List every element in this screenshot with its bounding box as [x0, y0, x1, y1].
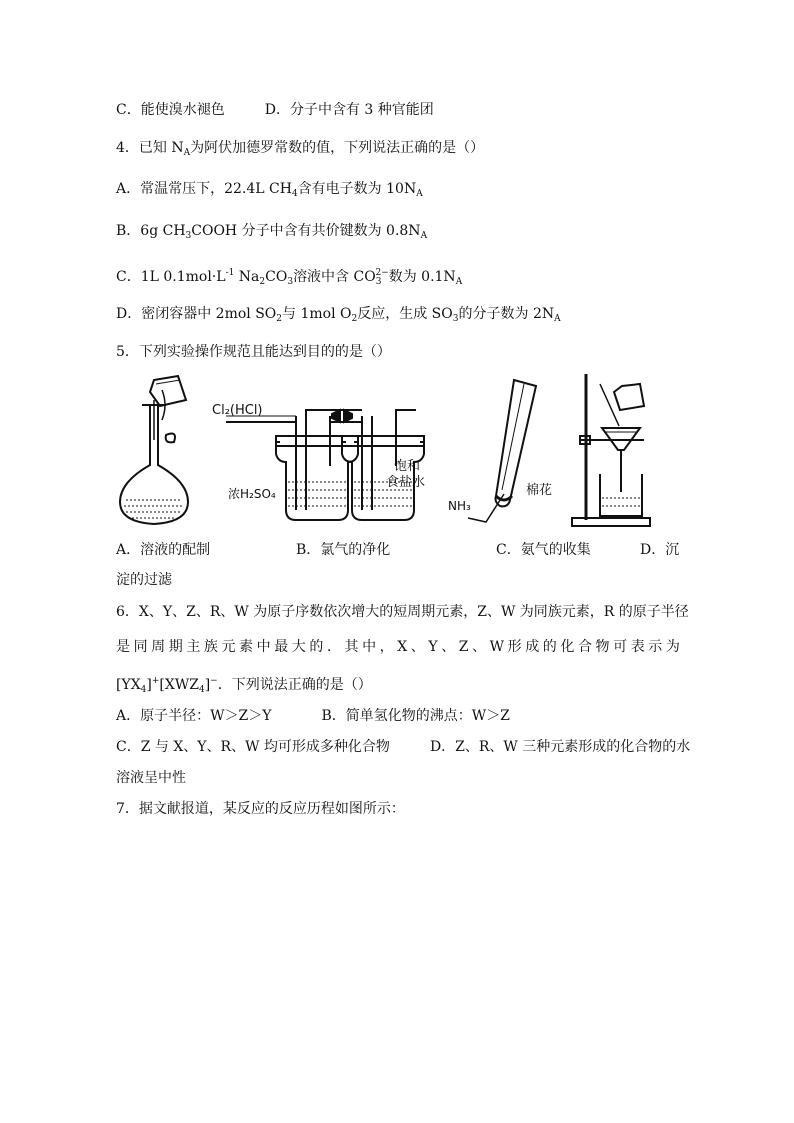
q4-option-d: D．密闭容器中 2mol $SO_2$与 1mol $O_2$反应，生成 $SO_3$的分子数为 $2N_A$: [116, 306, 561, 324]
q3-options-row: [116, 101, 434, 119]
q6-option-c: C．Z 与 X、Y、R、W 均可形成多种化合物: [116, 739, 390, 755]
q6-stem-line3: $[YX_4]^+[XWZ_4]^-$．下列说法正确的是（）: [116, 676, 372, 695]
gas-label: Cl₂(HCl): [212, 403, 263, 418]
q6-option-d-cont: 溶液呈中性: [116, 770, 186, 786]
volumetric-flask-icon: [120, 390, 188, 524]
pouring-beaker-icon-d: [600, 384, 644, 426]
pouring-beaker-icon: [150, 376, 186, 406]
q6-option-d: D．Z、R、W 三种元素形成的化合物的水: [429, 739, 691, 755]
q4-option-a: A．常温常压下，22.4L $CH_4$含有电子数为 $10N_A$: [116, 181, 423, 199]
q6-options-cd: [116, 738, 690, 756]
q5-stem: 5．下列实验操作规范且能达到目的的是（）: [116, 344, 391, 360]
q5-caption-b: B．氯气的净化: [296, 542, 391, 558]
q5-caption-d1: D．沉: [640, 542, 680, 558]
cotton-label: 棉花: [526, 483, 553, 498]
q4-option-b: B．6g $CH_3COOH$ 分子中含有共价键数为 $0.8N_A$: [116, 223, 428, 241]
q3-option-d: D．分子中含有 3 种官能团: [264, 102, 434, 118]
q3-option-c: C．能使溴水褪色: [116, 102, 225, 118]
q5-apparatus-figure: [116, 370, 676, 530]
q5-apparatus-svg: [116, 370, 676, 530]
nh3-label: NH₃: [448, 499, 471, 513]
brine-label-1: 饱和: [394, 459, 421, 474]
acid-label: 浓H₂SO₄: [228, 487, 276, 501]
q6-stem-line1: 6．X、Y、Z、R、W 为原子序数依次增大的短周期元素，Z、W 为同族元素，R 的原子半径: [116, 604, 689, 620]
q5-caption-d2: 淀的过滤: [116, 572, 172, 588]
q6-option-a: A．原子半径：W＞Z＞Y: [116, 708, 272, 724]
filtration-stand-icon: [572, 374, 650, 526]
wash-bottle-icon-1: [276, 416, 358, 520]
q6-options-ab: [116, 707, 510, 725]
q6-stem-line2: 是 同 周 期 主 族 元 素 中 最 大 的 ． 其 中 ， X 、 Y 、 Z 、 W 形 成 的 化 合 物 可 表 示 为: [116, 639, 680, 655]
q4-stem: 4．已知 $N_A$为阿伏加德罗常数的值，下列说法正确的是（）: [116, 140, 485, 158]
q7-stem: 7．据文献报道，某反应的反应历程如图所示：: [116, 801, 405, 817]
funnel-icon: [602, 428, 640, 492]
q5-caption-a: A．溶液的配制: [116, 542, 211, 558]
q6-option-b: B．简单氢化物的沸点：W＞Z: [321, 708, 510, 724]
q5-caption-c: C．氨气的收集: [496, 542, 591, 558]
brine-label-2: 食盐水: [386, 475, 426, 490]
q4-option-c: C．1L $0.1mol\cdot L^{-1}$ $Na_2CO_3$溶液中含 $CO_3^{2-}$数为 $0.1N_A$: [116, 268, 463, 287]
